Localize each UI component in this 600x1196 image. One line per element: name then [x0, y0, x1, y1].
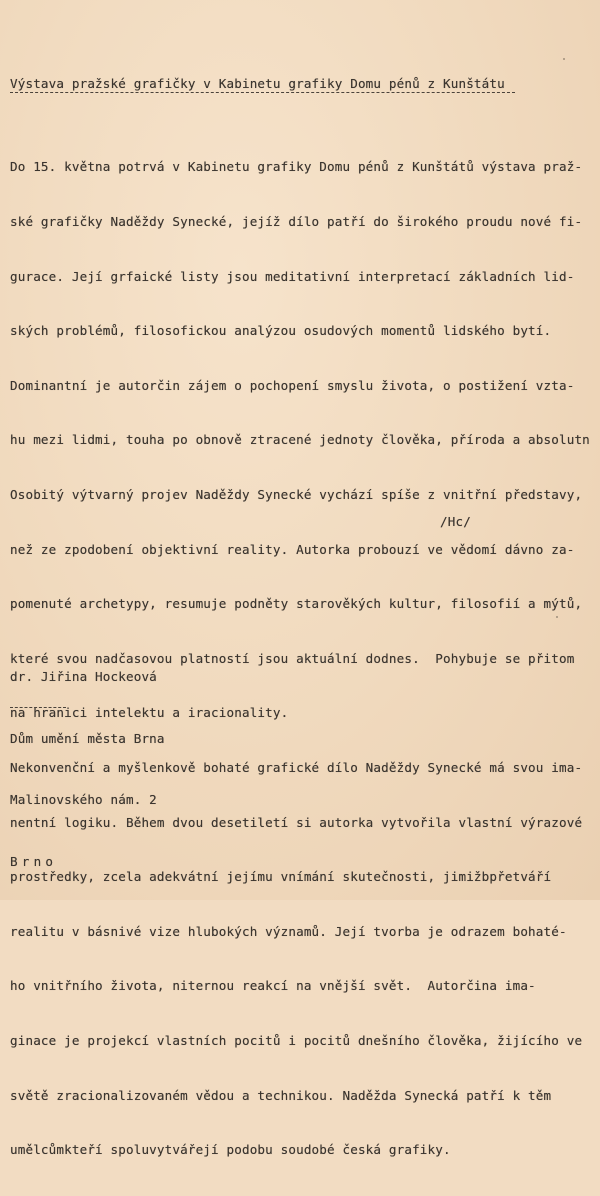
body-line: ských problémů, filosofickou analýzou osudových momentů lidského bytí. [10, 323, 552, 339]
body-line: realitu v básnivé vize hlubokých významů. Její tvorba je odrazem bohaté- [10, 923, 567, 939]
address-street: Malinovského nám. 2 [10, 792, 157, 807]
body-line: nentní logiku. Během dvou desetiletí si autorka vytvořila vlastní výrazové [10, 814, 583, 830]
body-line: Dominantní je autorčin zájem o pochopení smyslu života, o postižení vzta- [10, 377, 575, 393]
body-line: na hranici intelektu a iracionality. [10, 705, 289, 721]
body-line: které svou nadčasovou platností jsou aktuální dodnes. Pohybuje se přitom [10, 650, 575, 666]
body-line: než ze zpodobení objektivní reality. Autorka probouzí ve vědomí dávno za- [10, 541, 575, 557]
body-line: Do 15. května potrvá v Kabinetu grafiky Domu pénů z Kunštátů výstava praž- [10, 159, 583, 175]
address-city: Brno [10, 853, 58, 869]
address-institution: Dům umění města Brna [10, 730, 165, 746]
body-line: ské grafičky Naděždy Synecké, jejíž dílo patří do širokého proudu nové fi- [10, 214, 583, 229]
body-line: umělcůmkteří spoluvytvářejí podobu soudobé česká grafiky. [10, 1142, 451, 1158]
body-line: gurace. Její grfaické listy jsou meditativní interpretací základních lid- [10, 268, 575, 284]
body-line: Nekonvenční a myšlenkově bohaté grafické dílo Naděždy Synecké má svou ima- [10, 759, 583, 775]
body-line: ho vnitřního života, niternou reakcí na vnější svět. Autorčina ima- [10, 978, 536, 994]
paper-speck [556, 616, 558, 618]
body-line: ginace je projekcí vlastních pocitů i pocitů dnešního člověka, žijícího ve [10, 1032, 583, 1048]
city-underline [10, 707, 66, 708]
body-line: pomenuté archetypy, resumuje podněty starověkých kultur, filosofií a mýtů, [10, 596, 583, 612]
body-line: prostředky, zcela adekvátní jejímu vnímání skutečnosti, jimižbpřetváří [10, 869, 552, 885]
author-initials: /Hc/ [440, 514, 471, 529]
body-line: hu mezi lidmi, touha po obnově ztracené jednoty člověka, příroda a absolutn [10, 432, 590, 448]
address-block [10, 626, 165, 913]
paper-speck [563, 58, 565, 60]
title-underline [10, 92, 515, 93]
body-line: Osobitý výtvarný projev Naděždy Synecké vychází spíše z vnitřní představy, [10, 486, 583, 502]
document-title: Výstava pražské grafičky v Kabinetu grafiky Domu pénů z Kunštátu [10, 76, 505, 91]
body-line: světě zracionalizovaném vědou a technikou. Naděžda Synecká patří k těm [10, 1087, 552, 1103]
address-name: dr. Jiřina Hockeová [10, 669, 157, 684]
